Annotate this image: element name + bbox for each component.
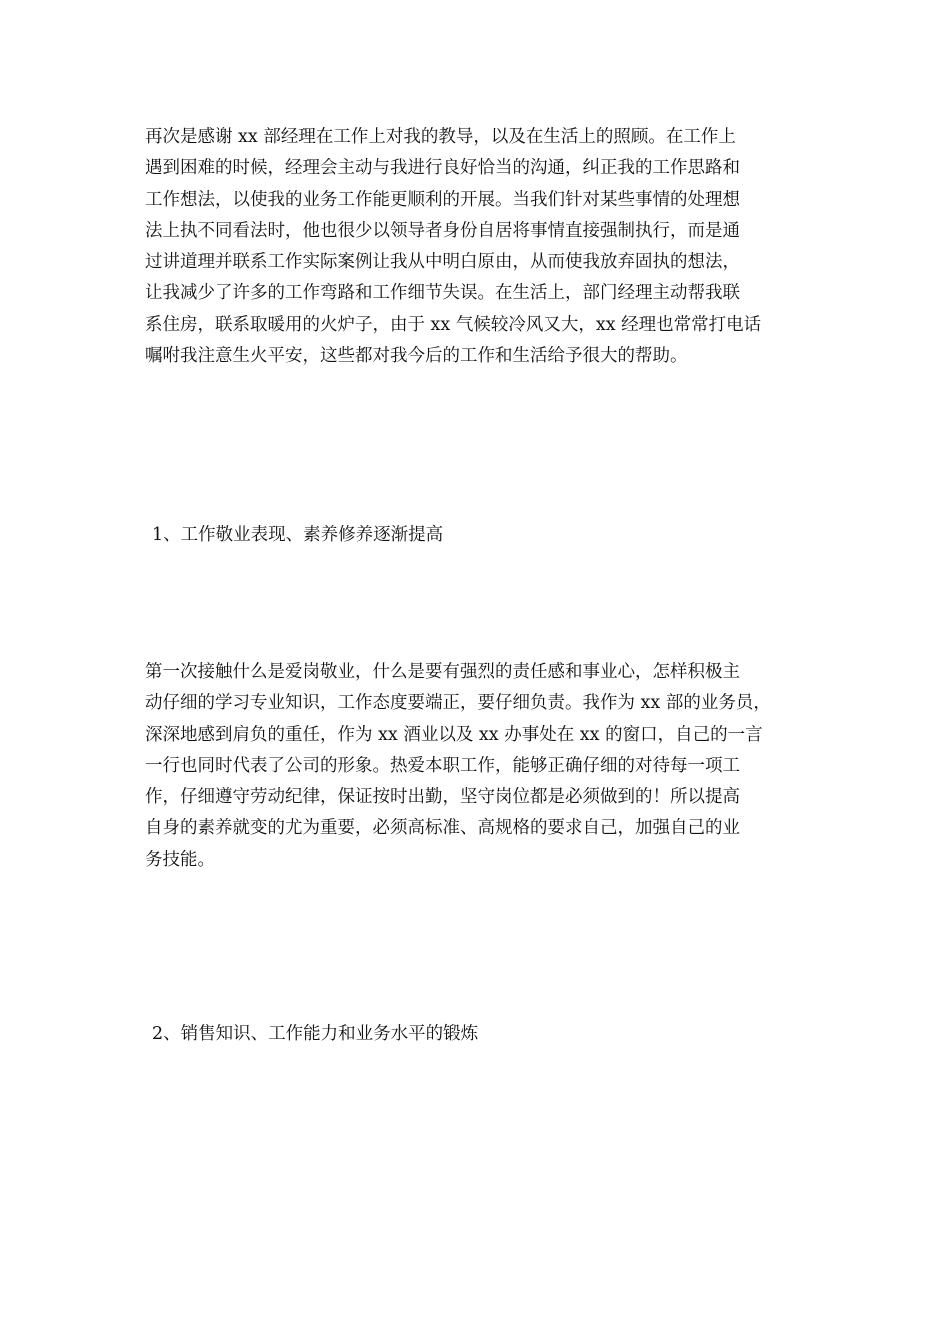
text-line: 法上执不同看法时，他也很少以领导者身份自居将事情直接强制执行，而是通 — [145, 220, 740, 241]
text-line: 自身的素养就变的尤为重要，必须高标准、高规格的要求自己，加强自己的业 — [145, 818, 740, 839]
text-line: 务技能。 — [145, 849, 215, 870]
paragraph-work-dedication — [145, 657, 825, 876]
text-line: 嘱咐我注意生火平安，这些都对我今后的工作和生活给予很大的帮助。 — [145, 346, 688, 367]
text-line: 动仔细的学习专业知识，工作态度要端正，要仔细负责。我作为 xx 部的业务员， — [145, 693, 771, 714]
text-line: 工作想法，以使我的业务工作能更顺利的开展。当我们针对某些事情的处理想 — [145, 189, 740, 210]
text-line: 让我减少了许多的工作弯路和工作细节失误。在生活上，部门经理主动帮我联 — [145, 283, 740, 304]
text-line: 第一次接触什么是爱岗敬业，什么是要有强烈的责任感和事业心，怎样积极主 — [145, 662, 740, 682]
text-line: 作，仔细遵守劳动纪律，保证按时出勤，坚守岗位都是必须做到的！所以提高 — [145, 787, 740, 808]
paragraph-thanks-manager — [145, 122, 825, 372]
text-line: 再次是感谢 xx 部经理在工作上对我的教导，以及在生活上的照顾。在工作上 — [145, 127, 736, 147]
text-line: 过讲道理并联系工作实际案例让我从中明白原由，从而使我放弃固执的想法， — [145, 252, 740, 273]
text-line: 遇到困难的时候，经理会主动与我进行良好恰当的沟通，纠正我的工作思路和 — [145, 158, 740, 179]
section-heading-1: 1、工作敬业表现、素养修养逐渐提高 — [152, 525, 444, 545]
text-line: 系住房，联系取暖用的火炉子，由于 xx 气候较冷风又大，xx 经理也常常打电话 — [145, 314, 762, 335]
text-line: 一行也同时代表了公司的形象。热爱本职工作，能够正确仔细的对待每一项工 — [145, 755, 740, 776]
section-heading-2: 2、销售知识、工作能力和业务水平的锻炼 — [152, 1024, 479, 1044]
text-line: 深深地感到肩负的重任，作为 xx 酒业以及 xx 办事处在 xx 的窗口，自己的一言 — [145, 724, 763, 745]
